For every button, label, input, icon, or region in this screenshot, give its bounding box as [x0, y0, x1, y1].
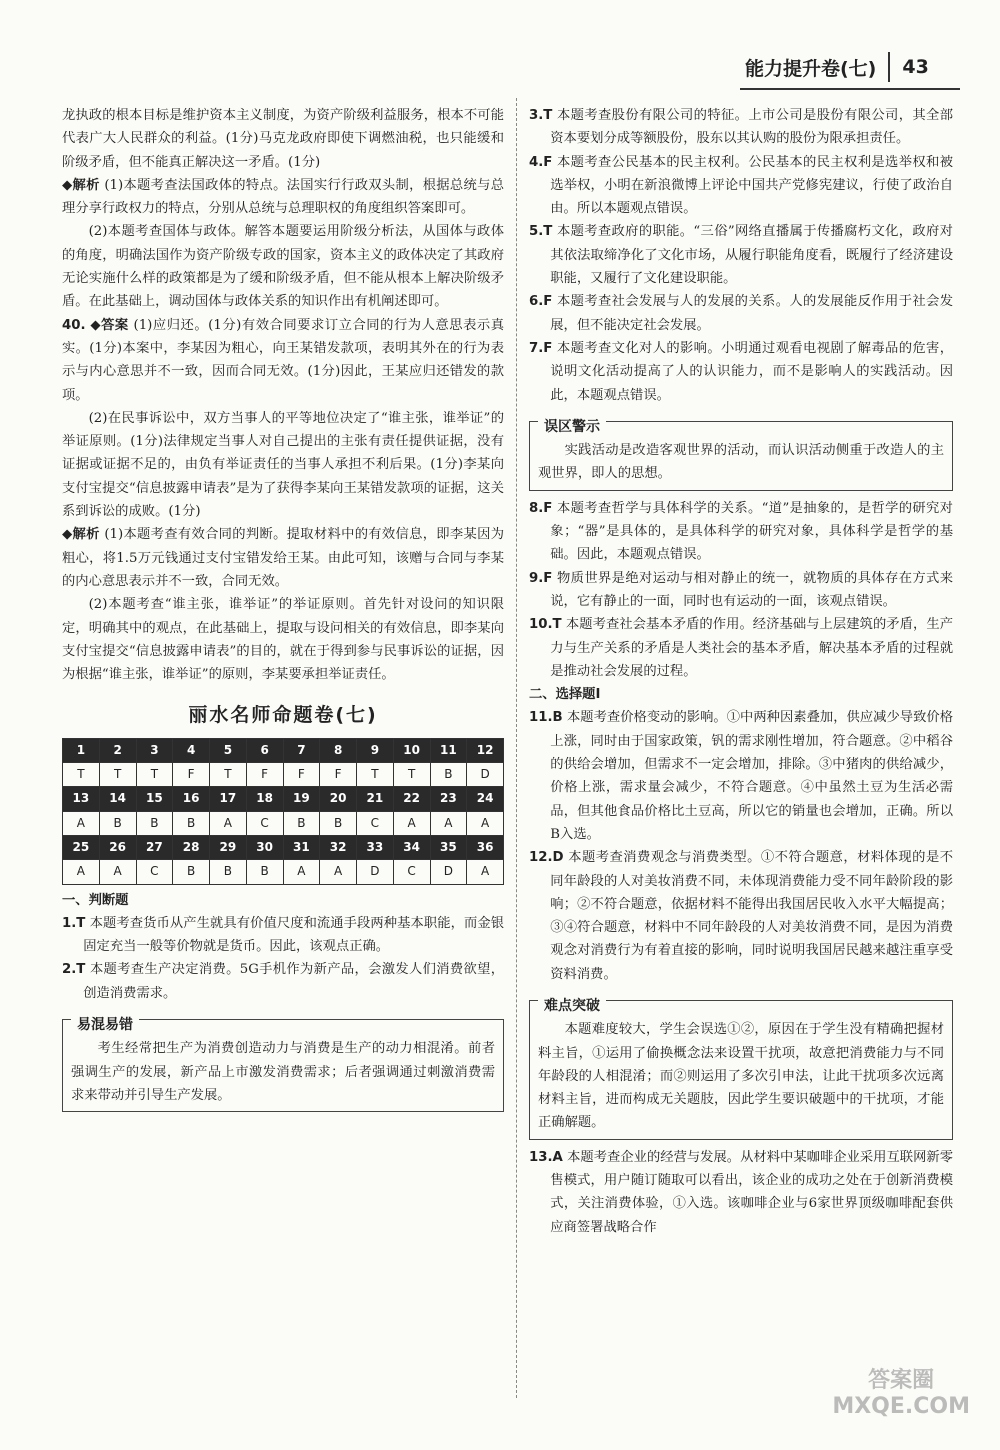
question-number-cell: 32 [320, 835, 357, 859]
answer-item [529, 220, 953, 290]
question-number-cell: 27 [136, 835, 173, 859]
question-number-cell: 2 [99, 738, 136, 762]
item-number: 4.F [529, 154, 553, 170]
question-number-cell: 14 [99, 787, 136, 811]
answer-text-2: (2)在民事诉讼中，双方当事人的平等地位决定了“谁主张，谁举证”的举证原则。(1分)法律规定当事人对自己提出的主张有责任提供证据，没有证据或证据不足的，由负有举证责任的当事人承担不利后果。(1分)李某向支付宝提交“信息披露申请表”是为了获得李某向王某错发款项的证据，这关系到诉讼的成败。(1分) [62, 410, 504, 520]
answer-cell: F [173, 763, 210, 787]
item-text: 本题考查消费观念与消费类型。①不符合题意，材料体现的是不同年龄段的人对美妆消费不同，未体现消费能力受不同年龄阶段的影响；②不符合题意，依据材料不能得出我国居民收入水平大幅提高；③④符合题意，材料中不同年龄段的人对美妆消费不同，是因为消费观念对消费行为有着直接的影响，同时说明我国居民越来越注重享受资料消费。 [550, 850, 953, 982]
note-box-difficulty [529, 997, 953, 1140]
question-number-cell: 7 [283, 738, 320, 762]
answer-item [529, 104, 953, 151]
item-text: 本题考查社会发展与人的发展的关系。人的发展能反作用于社会发展，但不能决定社会发展。 [550, 294, 954, 333]
answer-cell: B [210, 860, 247, 884]
question-number-cell: 15 [136, 787, 173, 811]
answer-cell: B [246, 860, 283, 884]
analysis-label: ◆解析 [62, 177, 100, 193]
page-number: 43 [902, 56, 929, 78]
answer-cell: A [63, 811, 100, 835]
analysis-text-3: (2)本题考查“谁主张，谁举证”的举证原则。首先针对设问的知识限定，明确其中的观点，在此基础上，提取与设问相关的有效信息，即李某向支付宝提交“信息披露申请表”的目的，就在于得到参与民事诉讼的证据，因为根据“谁主张，谁举证”的原则，李某要承担举证责任。 [62, 597, 504, 683]
answer-item [529, 706, 953, 846]
answer-cell: T [357, 763, 394, 787]
answer-item [529, 613, 953, 683]
answer-item [529, 290, 953, 337]
answer-cell: A [99, 860, 136, 884]
answer-item [529, 337, 953, 407]
answer-cell: A [393, 811, 430, 835]
item-number: 8.F [529, 500, 553, 516]
note-text: 考生经常把生产为消费创造动力与消费是生产的动力相混淆。前者强调生产的发展，新产品上市激发消费需求；后者强调通过刺激消费需求来带动并引导生产发展。 [71, 1041, 495, 1103]
question-number-cell: 5 [210, 738, 247, 762]
item-text: 本题考查哲学与具体科学的关系。“道”是抽象的，是哲学的研究对象；“器”是具体的，是具体科学的研究对象，具体科学是哲学的基础。因此，本题观点错误。 [550, 500, 953, 563]
page-header [745, 52, 929, 82]
question-number-cell: 12 [467, 738, 504, 762]
question-number-cell: 6 [246, 738, 283, 762]
item-text: 本题考查生产决定消费。5G手机作为新产品，会激发人们消费欲望，创造消费需求。 [83, 962, 504, 1001]
note-title: 易混易错 [71, 1014, 139, 1037]
answer-cell: T [99, 763, 136, 787]
right-column [529, 104, 953, 1239]
analysis-block [62, 174, 504, 221]
item-text: 本题考查企业的经营与发展。从材料中某咖啡企业采用互联网新零售模式，用户随订随取可以看出，该企业的成功之处在于创新消费模式，关注消费体验，①入选。该咖啡企业与6家世界顶级咖啡配套供应商签署战略合作 [550, 1149, 954, 1235]
item-number: 3.T [529, 108, 553, 123]
left-column [62, 104, 504, 1118]
answer-text: (1)应归还。(1分)有效合同要求订立合同的行为人意思表示真实。(1分)本案中，李某因为粗心，向王某错发款项，表明其外在的行为表示与内心意思并不一致，因而合同无效。(1分)因此，王某应归还错发的款项。 [62, 317, 505, 403]
answer-cell: D [467, 763, 504, 787]
question-number-cell: 29 [210, 835, 247, 859]
answer-item [529, 567, 953, 614]
item-number: 5.T [529, 224, 553, 240]
answer-cell: F [320, 763, 357, 787]
header-title: 能力提升卷(七) [745, 57, 877, 80]
question-number-cell: 11 [430, 738, 467, 762]
question-number-cell: 8 [320, 738, 357, 762]
answer-cell: B [283, 811, 320, 835]
question-number-cell: 1 [63, 738, 100, 762]
question-number-cell: 22 [393, 787, 430, 811]
analysis-text: (1)本题考查法国政体的特点。法国实行行政双头制，根据总统与总理分享行政权力的特点，分别从总统与总理职权的角度组织答案即可。 [62, 177, 505, 217]
answer-cell: B [173, 860, 210, 884]
question-number-cell: 28 [173, 835, 210, 859]
column-divider [516, 98, 518, 1398]
table-row-numbers [63, 787, 504, 811]
answer-item [529, 846, 953, 986]
question-number-cell: 20 [320, 787, 357, 811]
question-number-cell: 16 [173, 787, 210, 811]
item-number: 10.T [529, 617, 562, 633]
analysis-label: ◆解析 [62, 527, 100, 543]
answer-cell: B [136, 811, 173, 835]
question-number-cell: 24 [467, 787, 504, 811]
answer-cell: D [430, 860, 467, 884]
answer-cell: C [136, 860, 173, 884]
item-text: 本题考查政府的职能。“三俗”网络直播属于传播腐朽文化，政府对其依法取缔净化了文化市场，从履行职能角度看，既履行了经济建设职能，又履行了文化建设职能。 [550, 224, 953, 287]
item-number: 1.T [62, 915, 86, 931]
question-number-cell: 13 [63, 787, 100, 811]
question-number-cell: 18 [246, 787, 283, 811]
question-number-cell: 10 [393, 738, 430, 762]
answer-cell: C [357, 811, 394, 835]
analysis-block-2 [62, 523, 504, 593]
note-title: 误区警示 [538, 416, 606, 439]
answer-cell: B [320, 811, 357, 835]
question-number-cell: 25 [63, 835, 100, 859]
watermark-logo [832, 1368, 970, 1420]
answer-item [529, 1146, 953, 1239]
answer-cell: F [283, 763, 320, 787]
question-number-cell: 31 [283, 835, 320, 859]
question-number-cell: 23 [430, 787, 467, 811]
table-row-answers [63, 860, 504, 884]
header-separator [888, 52, 890, 82]
answer-label: ◆答案 [90, 317, 129, 333]
answer-cell: A [320, 860, 357, 884]
table-row-answers [63, 763, 504, 787]
item-number: 7.F [529, 340, 553, 356]
item-text: 本题考查公民基本的民主权利。公民基本的民主权利是选举权和被选举权，小明在新浪微博上评论中国共产党修宪建议，行使了政治自由。所以本题观点错误。 [550, 154, 954, 217]
note-box-confusion [62, 1016, 504, 1112]
answer-cell: B [173, 811, 210, 835]
answer-cell: A [467, 860, 504, 884]
answer-cell: T [136, 763, 173, 787]
item-number: 6.F [529, 294, 553, 310]
part-title: 二、选择题Ⅰ [529, 687, 601, 703]
section-title: 丽水名师命题卷(七) [188, 704, 378, 727]
item-number: 13.A [529, 1149, 563, 1165]
note-title: 难点突破 [538, 995, 606, 1018]
answer-cell: A [283, 860, 320, 884]
answer-cell: T [393, 763, 430, 787]
answer-cell: D [357, 860, 394, 884]
answer-table [62, 738, 504, 885]
question-number-cell: 36 [467, 835, 504, 859]
paragraph: 龙执政的根本目标是维护资本主义制度，为资产阶级利益服务，根本不可能代表广大人民群众的利益。(1分)马克龙政府即使下调燃油税，也只能缓和阶级矛盾，但不能真正解决这一矛盾。(1分) [62, 108, 504, 170]
analysis-text-2: (2)本题考查国体与政体。解答本题要运用阶级分析法，从国体与政体的角度，明确法国作为资产阶级专政的国家，资本主义的政体决定了其政府无论实施什么样的政策都是为了缓和阶级矛盾，但不能从根本上解决阶级矛盾。在此基础上，调动国体与政体关系的知识作出有机阐述即可。 [62, 224, 504, 310]
item-text: 本题考查社会基本矛盾的作用。经济基础与上层建筑的矛盾，生产力与生产关系的矛盾是人类社会的基本矛盾，解决基本矛盾的过程就是推动社会发展的过程。 [550, 617, 953, 679]
question-number-cell: 4 [173, 738, 210, 762]
item-text: 物质世界是绝对运动与相对静止的统一，就物质的具体存在方式来说，它有静止的一面，同时也有运动的一面，该观点错误。 [550, 570, 954, 609]
item-number: 9.F [529, 570, 553, 586]
item-number: 2.T [62, 962, 86, 978]
question-number-cell: 9 [357, 738, 394, 762]
question-number-cell: 19 [283, 787, 320, 811]
note-text: 本题难度较大，学生会误选①②，原因在于学生没有精确把握材料主旨，①运用了偷换概念法来设置干扰项，故意把消费能力与不同年龄段的人相混淆；而②则运用了多次引申法，让此干扰项多次远离材料主旨，进而构成无关题肢，因此学生要识破题中的干扰项，才能正确解题。 [538, 1022, 944, 1131]
answer-40 [62, 314, 504, 407]
question-number-cell: 21 [357, 787, 394, 811]
watermark-text: 答案圈 [868, 1368, 935, 1393]
part-title: 一、判断题 [62, 892, 129, 908]
item-number: 12.D [529, 850, 564, 866]
item-text: 本题考查文化对人的影响。小明通过观看电视剧了解毒品的危害，说明文化活动提高了人的认识能力，而不是影响人的实践活动。因此，本题观点错误。 [550, 340, 954, 403]
watermark-url: MXQE.COM [832, 1394, 970, 1419]
table-row-numbers [63, 835, 504, 859]
answer-item [529, 151, 953, 221]
answer-item [62, 958, 504, 1005]
answer-cell: C [246, 811, 283, 835]
answer-cell: C [393, 860, 430, 884]
note-box-misconception [529, 418, 953, 491]
answer-item [529, 497, 953, 567]
header-rule [740, 88, 960, 90]
answer-cell: A [63, 860, 100, 884]
answer-item [62, 912, 504, 959]
answer-cell: A [430, 811, 467, 835]
question-number: 40. [62, 317, 86, 333]
table-row-answers [63, 811, 504, 835]
answer-cell: T [63, 763, 100, 787]
answer-cell: A [467, 811, 504, 835]
item-text: 本题考查货币从产生就具有价值尺度和流通手段两种基本职能，而金银固定充当一般等价物就是货币。因此，该观点正确。 [83, 915, 505, 955]
table-row-numbers [63, 738, 504, 762]
question-number-cell: 30 [246, 835, 283, 859]
item-text: 本题考查股份有限公司的特征。上市公司是股份有限公司，其全部资本要划分成等额股份，股东以其认购的股份为限承担责任。 [550, 108, 954, 147]
question-number-cell: 26 [99, 835, 136, 859]
answer-cell: B [99, 811, 136, 835]
analysis-text: (1)本题考查有效合同的判断。提取材料中的有效信息，即李某因为粗心，将1.5万元钱通过支付宝错发给王某。由此可知，该赠与合同与李某的内心意思表示并不一致，合同无效。 [62, 527, 505, 589]
answer-cell: F [246, 763, 283, 787]
item-number: 11.B [529, 710, 563, 726]
note-text: 实践活动是改造客观世界的活动，而认识活动侧重于改造人的主观世界，即人的思想。 [538, 443, 944, 482]
question-number-cell: 34 [393, 835, 430, 859]
question-number-cell: 3 [136, 738, 173, 762]
question-number-cell: 17 [210, 787, 247, 811]
item-text: 本题考查价格变动的影响。①中两种因素叠加，供应减少导致价格上涨，同时由于国家政策，钒的需求刚性增加，符合题意。②中稻谷的供给会增加，但需求不一定会增加，排除。③中猪肉的供给减少，价格上涨，需求量会减少，不符合题意。④中虽然土豆为生活必需品，但其他食品价格比土豆高，所以它的销量也会增加，正确。所以B入选。 [550, 710, 953, 842]
answer-cell: T [210, 763, 247, 787]
answer-cell: B [430, 763, 467, 787]
answer-cell: A [210, 811, 247, 835]
question-number-cell: 33 [357, 835, 394, 859]
question-number-cell: 35 [430, 835, 467, 859]
